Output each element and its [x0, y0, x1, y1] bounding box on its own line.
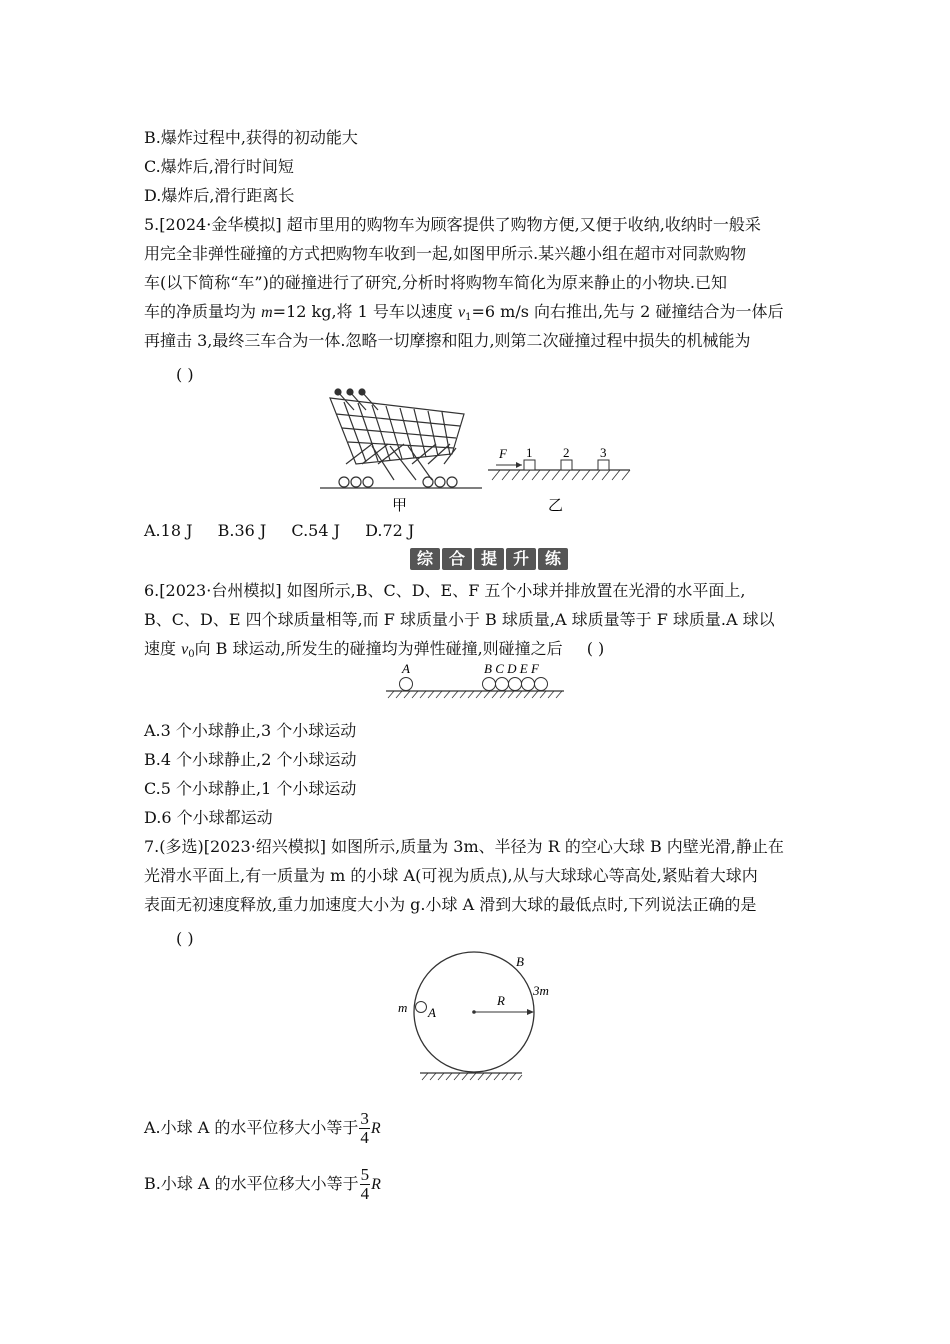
q7-option-b: B.小球 A 的水平位移大小等于 $\frac{5}{4}$ R	[144, 1165, 381, 1203]
q6-label-A: A	[402, 661, 410, 676]
q5-label-2: 2	[563, 445, 570, 460]
section-title-char: 练	[538, 548, 568, 570]
section-title-badge	[410, 548, 568, 570]
q5-option-d: D.72 J	[365, 521, 415, 540]
q6-stem-line2: B、C、D、E 四个球质量相等,而 F 球质量小于 B 球质量,A 球质量等于 F 球质量.A 球以	[144, 610, 775, 629]
q5-label-yi: 乙	[548, 496, 564, 514]
section-title-char: 合	[442, 548, 472, 570]
q5-stem-line1: 5.[2024·金华模拟] 超市里用的购物车为顾客提供了购物方便,又便于收纳,收纳时一般采	[144, 215, 761, 234]
q6-label-BCDEF: B C D E F	[484, 661, 539, 676]
q6-answer-paren: ( )	[586, 639, 605, 658]
fraction: $\frac{3}{4}$	[360, 1109, 369, 1147]
q5-answer-paren: ( )	[176, 365, 194, 384]
q5-option-a: A.18 J	[144, 521, 193, 540]
q5-label-1: 1	[526, 445, 533, 460]
q7-label-B: B	[516, 954, 524, 969]
q6-option-c: C.5 个小球静止,1 个小球运动	[144, 779, 357, 798]
q7-answer-paren: ( )	[176, 929, 194, 948]
q5-stem-line5: 再撞击 3,最终三车合为一体.忽略一切摩擦和阻力,则第二次碰撞过程中损失的机械能为	[144, 331, 751, 350]
q7-label-R: R	[497, 993, 505, 1008]
q5-label-3: 3	[600, 445, 607, 460]
small-ball	[416, 1002, 427, 1013]
q6-stem-line3: 速度 $v_0$向 B 球运动,所发生的碰撞均为弹性碰撞,则碰撞之后 ( )	[144, 639, 605, 660]
section-title-char: 提	[474, 548, 504, 570]
q4-option-c: C.爆炸后,滑行时间短	[144, 157, 294, 176]
q5-options	[144, 520, 434, 542]
q5-stem-line4: 车的净质量均为 m=12 kg,将 1 号车以速度 $v_1=6$ m/s 向右推出,先与 2 碰撞结合为一体后	[144, 302, 784, 323]
q4-option-d: D.爆炸后,滑行距离长	[144, 186, 295, 205]
q5-label-F: F	[499, 446, 507, 461]
q6-stem-line1: 6.[2023·台州模拟] 如图所示,B、C、D、E、F 五个小球并排放置在光滑的水平面上,	[144, 581, 746, 600]
q6-option-d: D.6 个小球都运动	[144, 808, 273, 827]
section-title-char: 升	[506, 548, 536, 570]
q5-stem-line3: 车(以下简称“车”)的碰撞进行了研究,分析时将购物车简化为原来静止的小物块.已知	[144, 273, 728, 292]
q4-option-b: B.爆炸过程中,获得的初动能大	[144, 128, 358, 147]
q5-option-c: C.54 J	[291, 521, 341, 540]
q7-label-3m: 3m	[533, 983, 549, 998]
q5-diagram-yi	[488, 460, 630, 480]
q6-figure	[384, 660, 566, 702]
q5-stem-line2: 用完全非弹性碰撞的方式把购物车收到一起,如图甲所示.某兴趣小组在超市对同款购物	[144, 244, 747, 263]
q5-figure	[316, 384, 636, 516]
q7-stem-line3: 表面无初速度释放,重力加速度大小为 g.小球 A 滑到大球的最低点时,下列说法正确的是	[144, 895, 757, 914]
q5-option-b: B.36 J	[217, 521, 267, 540]
q6-option-b: B.4 个小球静止,2 个小球运动	[144, 750, 357, 769]
q7-stem-line2: 光滑水平面上,有一质量为 m 的小球 A(可视为质点),从与大球球心等高处,紧贴着大球内	[144, 866, 758, 885]
q7-stem-line1: 7.(多选)[2023·绍兴模拟] 如图所示,质量为 3m、半径为 R 的空心大球 B 内壁光滑,静止在	[144, 837, 784, 856]
q7-label-m: m	[398, 1000, 408, 1015]
q7-option-a: A.小球 A 的水平位移大小等于 $\frac{3}{4}$ R	[144, 1109, 381, 1147]
fraction: $\frac{5}{4}$	[360, 1165, 370, 1203]
q5-label-jia: 甲	[392, 496, 408, 514]
q6-option-a: A.3 个小球静止,3 个小球运动	[144, 721, 357, 740]
shopping-cart-illustration	[330, 389, 464, 487]
section-title-char: 综	[410, 548, 440, 570]
q7-label-A: A	[428, 1005, 436, 1020]
q7-figure	[390, 946, 570, 1088]
